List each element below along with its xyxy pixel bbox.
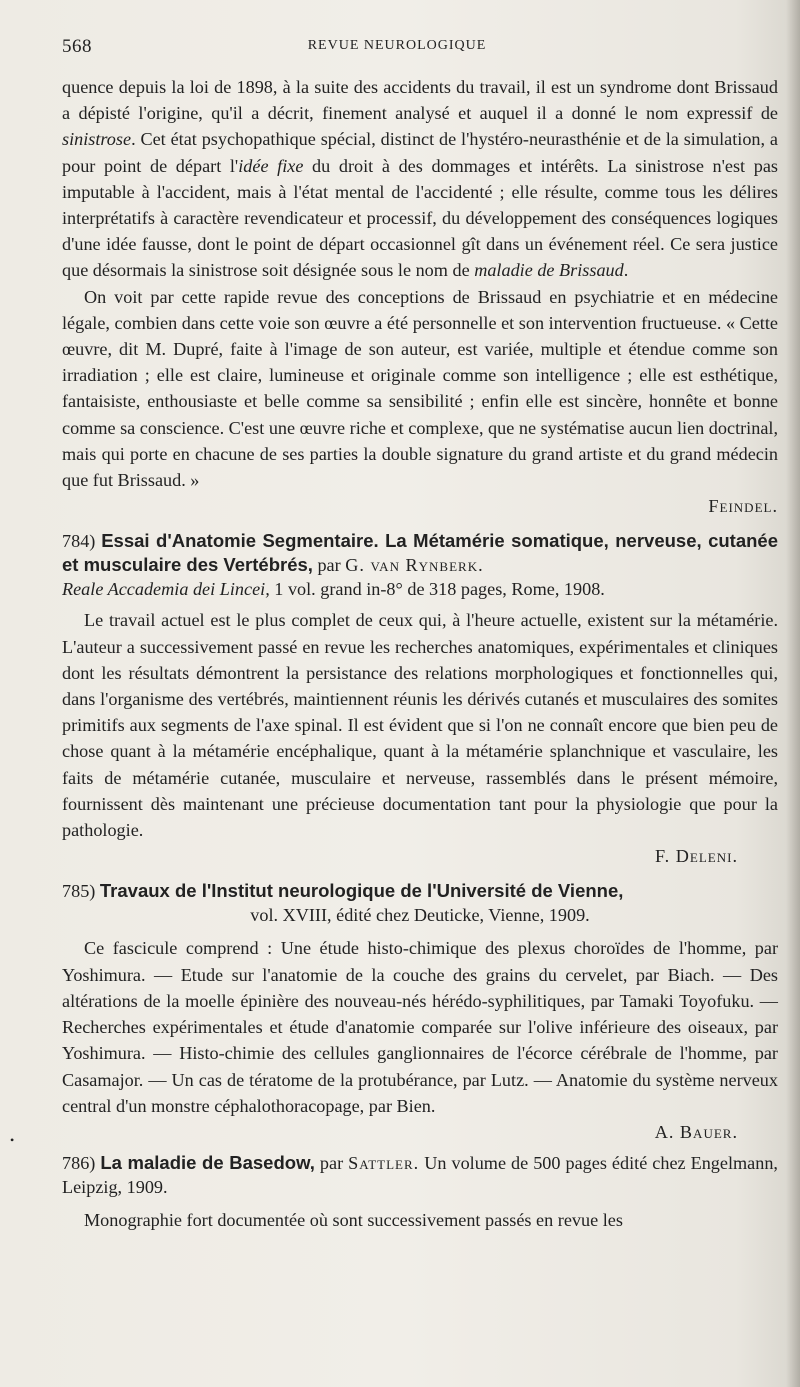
page-body (62, 74, 778, 1233)
signature-feindel: Feindel. (708, 496, 778, 517)
text-run: par (314, 1153, 349, 1174)
term-maladie-de-brissaud: maladie de Brissaud (474, 260, 624, 281)
text-run: . (623, 260, 629, 281)
entry-785 (62, 879, 778, 1145)
entry-title: Travaux de l'Institut neurologique de l'Université de Vienne, (99, 880, 624, 902)
entry-details: 1 vol. grand in-8° de 318 pages, Rome, 1908. (269, 579, 605, 600)
text-run: du droit à des dommages et intérêts. La sinistrose n'est pas imputable à l'accident, mais à l'état mental de l'accidenté ; elle résulte, comme tous les délires interprétatifs à caractère revendicateur et processif, du développement des conséquences logiques d'une idée fausse, dont le point de départ occasionnel gît dans un événement réel. Ce sera justice que désormais la sinistrose soit désignée sous le nom de (62, 155, 778, 281)
signature-deleni: F. Deleni. (655, 846, 738, 867)
entry-786 (62, 1151, 778, 1233)
text-run: . Cet état psychopathique spécial, distinct de l'hystéro-neurasthénie et de la simulation, a pour point de départ l' (62, 129, 778, 176)
signature-bauer: A. Bauer. (654, 1121, 738, 1142)
entry-number: 786) (62, 1153, 96, 1174)
text-run: par (312, 555, 346, 576)
entry-number: 784) (62, 531, 96, 552)
paragraph-sinistrose (62, 74, 778, 284)
page-edge-shadow (786, 0, 800, 1387)
entry-title: La maladie de Basedow, (100, 1152, 315, 1174)
entry-publisher: Reale Accademia dei Lincei, (62, 579, 270, 600)
entry-786-text: Monographie fort documentée où sont successivement passés en revue les (84, 1210, 623, 1231)
entry-author: G. van Rynberk. (345, 555, 484, 576)
entry-785-text: Ce fascicule comprend : Une étude histo-chimique des plexus choroïdes de l'homme, par Yoshimura. — Etude sur l'anatomie de la couche des grains du cervelet, par Biach. — Des altérations de la moelle épinière des nouveau-nés hérédo-syphilitiques, par Tamaki Toyofuku. — Recherches expérimentales et étude d'anatomie comparée sur l'olive inférieure des oiseaux, par Yoshimura. — Histo-chimie des cellules ganglionnaires de l'écorce cérébrale de l'homme, par Casamajor. — Un cas de tératome de la protubérance, par Lutz. — Anatomie du système nerveux central d'un monstre céphalothoracopage, par Bien. (62, 938, 778, 1116)
margin-bullet: • (10, 1133, 15, 1147)
entry-785-details: vol. XVIII, édité chez Deuticke, Vienne, 1909. (250, 905, 590, 926)
entry-author: Sattler. (348, 1153, 420, 1174)
entry-786-heading (62, 1151, 778, 1199)
entry-784-text: Le travail actuel est le plus complet de ceux qui, à l'heure actuelle, existent sur la métamérie. L'auteur a successivement passé en revue les recherches anatomiques, expérimentales et cliniques dont les résultats démontrent la persistance des relations morphologiques et fonctionnelles qui, dans l'organisme des vertébrés, maintiennent réunis les dérivés cutanés et musculaires des somites primitifs aux segments de l'axe spinal. Il est évident que si l'on ne connaît encore que bien peu de chose quant à la métamérie encéphalique, quant à la métamérie splanchnique et vasculaire, les faits de métamérie cutanée, musculaire et nerveuse, rassemblés dans le présent mémoire, fournissent dès maintenant une précieuse documentation tant pour la physiologie que pour la pathologie. (62, 610, 778, 841)
entry-784 (62, 529, 778, 869)
entry-title: Essai d'Anatomie Segmentaire. La Métamérie somatique, nerveuse, cutanée et musculaire des Vertébrés, (62, 530, 778, 576)
entry-number: 785) (62, 881, 96, 902)
term-sinistrose: sinistrose (62, 129, 132, 150)
page-header (62, 36, 732, 56)
running-title: REVUE NEUROLOGIQUE (307, 38, 487, 53)
entry-details: Un volume de 500 pages édité chez Engelmann, Leipzig, 1909. (62, 1153, 778, 1198)
paragraph-dupre-quote: On voit par cette rapide revue des conceptions de Brissaud en psychiatrie et en médecine légale, combien dans cette voie son œuvre a été personnelle et son intervention fructueuse. « Cette œuvre, dit M. Dupré, faite à l'image de son auteur, est variée, multiple et étendue comme son irradiation ; elle est claire, lumineuse et originale comme son intelligence ; elle est esthétique, fantaisiste, enthousiaste et belle comme sa sensibilité ; enfin elle est sincère, honnête et bonne comme sa conscience. C'est une œuvre riche et complexe, que ne systématise aucun lien doctrinal, mais qui porte en chacune de ses parties la double signature du grand artiste et du grand médecin que fut Brissaud. » (62, 286, 778, 491)
term-idee-fixe: idée fixe (238, 155, 304, 176)
entry-784-heading (62, 529, 778, 601)
entry-785-heading (62, 879, 778, 903)
page-number: 568 (62, 36, 92, 57)
text-run: quence depuis la loi de 1898, à la suite des accidents du travail, il est un syndrome dont Brissaud a dépisté l'origine, qu'il a décrit, finement analysé et auquel il a donné le nom expressif de (62, 77, 778, 124)
